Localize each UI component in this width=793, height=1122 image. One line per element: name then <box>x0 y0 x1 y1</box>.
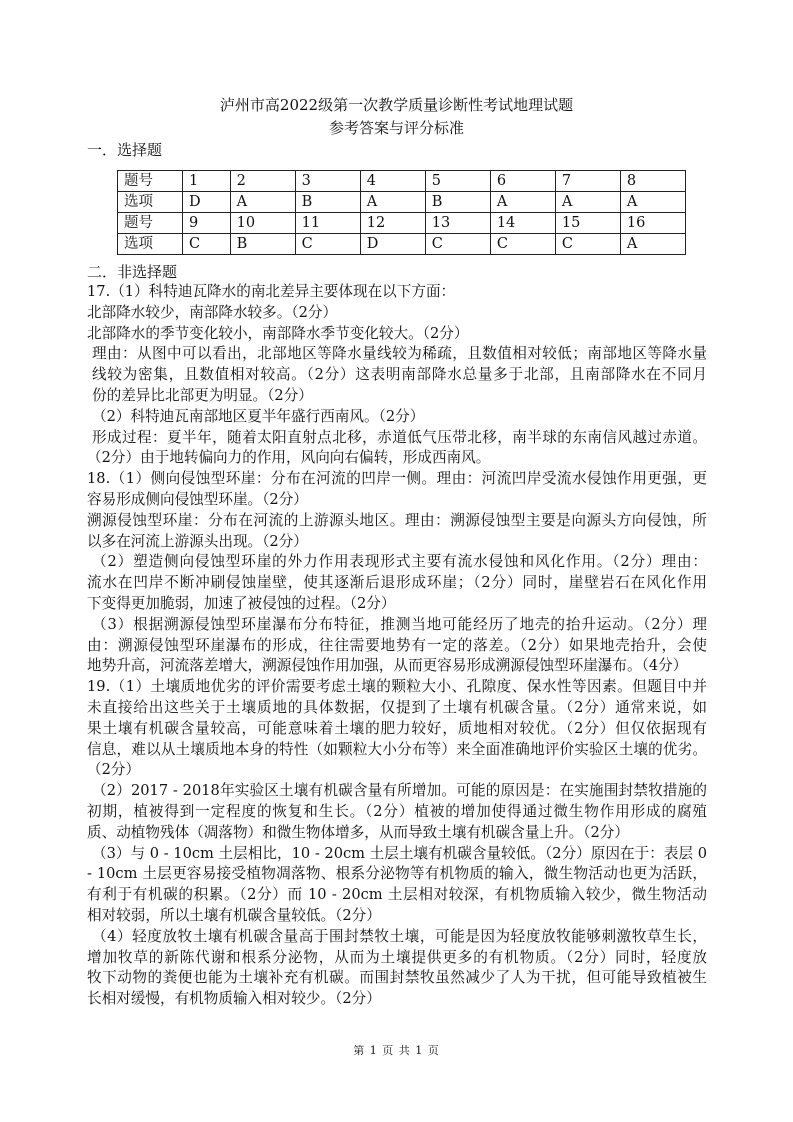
answer-paragraph <box>87 781 707 843</box>
text-line: 形成过程：夏半年，随着太阳直射点北移，赤道低气压带北移，南半球的东南信风越过赤道。 <box>92 428 707 446</box>
table-cell: 14 <box>490 213 555 234</box>
table-cell: 8 <box>620 171 685 192</box>
table-cell: A <box>490 192 555 213</box>
text-line: （4）轻度放牧土壤有机碳含量高于围封禁牧土壤，可能是因为轻度放牧能够刺激牧草生长， <box>92 927 707 945</box>
text-line: （2）科特迪瓦南部地区夏半年盛行西南风。（2分） <box>92 407 425 425</box>
text-line: 份的差异比北部更为明显。（2分） <box>92 386 313 404</box>
table-cell: 13 <box>425 213 490 234</box>
table-cell: C <box>555 234 620 255</box>
table-cell: 3 <box>295 171 360 192</box>
section-heading-choice: 一．选择题 <box>87 141 163 159</box>
text-line: 牧下动物的粪便也能为土壤补充有机碳。而围封禁牧虽然减少了人为干扰，但可能导致植被生 <box>87 969 707 987</box>
text-line: 信息，难以从土壤质地本身的特性（如颗粒大小分布等）来全面准确地评价实验区土壤的优劣。 <box>87 740 707 758</box>
text-line: （3）与 0 - 10cm 土层相比，10 - 20cm 土层土壤有机碳含量较低。（2分）原因在于：表层 0 <box>92 844 707 862</box>
table-cell: 2 <box>230 171 295 192</box>
row-header-cell: 选项 <box>118 234 183 255</box>
text-line: 北部降水的季节变化较小，南部降水季节变化较大。（2分） <box>87 324 469 342</box>
table-row <box>118 171 686 192</box>
text-line: 由：溯源侵蚀型环崖瀑布的形成，往往需要地势有一定的落差。（2分）如果地壳抬升，会使 <box>87 636 707 654</box>
text-line: 果土壤有机碳含量较高，可能意味着土壤的肥力较好，质地相对较优。（2分）但仅依据现有 <box>87 719 707 737</box>
text-line: （3）根据溯源侵蚀型环崖瀑布分布特征，推测当地可能经历了地壳的抬升运动。（2分）理 <box>92 615 707 633</box>
table-cell: 9 <box>183 213 231 234</box>
table-cell: 6 <box>490 171 555 192</box>
table-row <box>118 192 686 213</box>
table-cell: 11 <box>295 213 360 234</box>
text-line: 线较为密集，且数值相对较高。（2分）这表明南部降水总量多于北部，且南部降水在不同月 <box>92 366 707 384</box>
table-cell: 4 <box>360 171 425 192</box>
answer-paragraph <box>87 469 707 511</box>
answer-paragraph <box>87 407 707 428</box>
text-line: 17.（1）科特迪瓦降水的南北差异主要体现在以下方面： <box>87 283 456 300</box>
answer-paragraph <box>87 927 707 1010</box>
table-cell: D <box>183 192 231 213</box>
table-cell: 10 <box>230 213 295 234</box>
text-line: 19.（1）土壤质地优劣的评价需要考虑土壤的颗粒大小、孔隙度、保水性等因素。但题目中并 <box>87 678 707 696</box>
document-subtitle: 参考答案与评分标准 <box>328 119 464 137</box>
answer-body <box>87 282 707 1010</box>
text-line: 长相对缓慢，有机物质输入相对较少。（2分） <box>87 990 381 1008</box>
answer-paragraph <box>87 303 707 324</box>
text-line: 初期，植被得到一定程度的恢复和生长。（2分）植被的增加使得通过微生物作用形成的腐殖 <box>87 802 707 820</box>
row-header-cell: 选项 <box>118 192 183 213</box>
table-cell: 12 <box>360 213 425 234</box>
text-line: 溯源侵蚀型环崖：分布在河流的上游源头地区。理由：溯源侵蚀型主要是向源头方向侵蚀，所 <box>87 511 707 529</box>
text-line: 未直接给出这些关于土壤质地的具体数据，仅提到了土壤有机碳含量。（2分）通常来说，如 <box>87 698 707 716</box>
answer-paragraph <box>87 511 707 553</box>
text-line: 18.（1）侧向侵蚀型环崖：分布在河流的凹岸一侧。理由：河流凹岸受流水侵蚀作用更强，更 <box>87 470 707 488</box>
table-cell: A <box>555 192 620 213</box>
table-cell: C <box>295 234 360 255</box>
answer-paragraph <box>87 324 707 345</box>
answer-paragraph <box>87 428 707 470</box>
text-line: 质、动植物残体（凋落物）和微生物体增多，从而导致土壤有机碳含量上升。（2分） <box>87 823 629 841</box>
text-line: 流水在凹岸不断冲刷侵蚀崖壁，使其逐渐后退形成环崖；（2分）同时，崖壁岩石在风化作用 <box>87 574 707 592</box>
table-row <box>118 234 686 255</box>
document-title: 泸州市高2022级第一次教学质量诊断性考试地理试题 <box>219 96 574 114</box>
text-line: （2分）由于地转偏向力的作用，风向向右偏转，形成西南风。 <box>87 449 491 467</box>
table-cell: A <box>360 192 425 213</box>
text-line: 相对较弱，所以土壤有机碳含量较低。（2分） <box>87 906 381 924</box>
text-line: 以多在河流上游源头出现。（2分） <box>87 532 308 550</box>
answer-paragraph <box>87 552 707 614</box>
answer-paragraph <box>87 615 707 677</box>
text-line: - 10cm 土层更容易接受植物凋落物、根系分泌物等有机物质的输入，微生物活动也更为活跃， <box>87 865 707 883</box>
text-line: 容易形成侧向侵蚀型环崖。（2分） <box>87 490 308 508</box>
table-cell: D <box>360 234 425 255</box>
table-cell: 1 <box>183 171 231 192</box>
row-header-cell: 题号 <box>118 213 183 234</box>
table-cell: 7 <box>555 171 620 192</box>
table-row <box>118 213 686 234</box>
table-cell: C <box>425 234 490 255</box>
table-cell: B <box>425 192 490 213</box>
text-line: 有利于有机碳的积累。（2分）而 10 - 20cm 土层相对较深，有机物质输入较少，微生物活动 <box>87 886 707 904</box>
answer-table <box>117 170 686 255</box>
text-line: 增加牧草的新陈代谢和根系分泌物，从而为土壤提供更多的有机物质。（2分）同时，轻度放 <box>87 948 707 966</box>
table-cell: C <box>490 234 555 255</box>
text-line: （2）2017 - 2018年实验区土壤有机碳含量有所增加。可能的原因是：在实施围封禁牧措施的 <box>92 782 707 800</box>
table-cell: B <box>230 234 295 255</box>
row-header-cell: 题号 <box>118 171 183 192</box>
answer-paragraph <box>87 282 707 303</box>
table-cell: A <box>230 192 295 213</box>
text-line: 地势升高，河流落差增大，溯源侵蚀作用加强，从而更容易形成溯源侵蚀型环崖瀑布。（4分） <box>87 657 688 675</box>
answer-paragraph <box>87 344 707 406</box>
table-cell: 15 <box>555 213 620 234</box>
table-cell: 16 <box>620 213 685 234</box>
text-line: （2分） <box>87 761 141 779</box>
text-line: （2）塑造侧向侵蚀型环崖的外力作用表现形式主要有流水侵蚀和风化作用。（2分）理由： <box>92 553 707 571</box>
text-line: 北部降水较少，南部降水较多。（2分） <box>87 303 338 321</box>
text-line: 理由：从图中可以看出，北部地区等降水量线较为稀疏，且数值相对较低；南部地区等降水量 <box>92 345 707 363</box>
page-footer: 第 1 页 共 1 页 <box>353 1044 440 1057</box>
table-cell: A <box>620 234 685 255</box>
table-cell: 5 <box>425 171 490 192</box>
table-cell: B <box>295 192 360 213</box>
section-heading-non-choice: 二．非选择题 <box>87 263 178 281</box>
table-cell: A <box>620 192 685 213</box>
table-cell: C <box>183 234 231 255</box>
answer-paragraph <box>87 844 707 927</box>
answer-paragraph <box>87 677 707 781</box>
text-line: 下变得更加脆弱，加速了被侵蚀的过程。（2分） <box>87 594 396 612</box>
